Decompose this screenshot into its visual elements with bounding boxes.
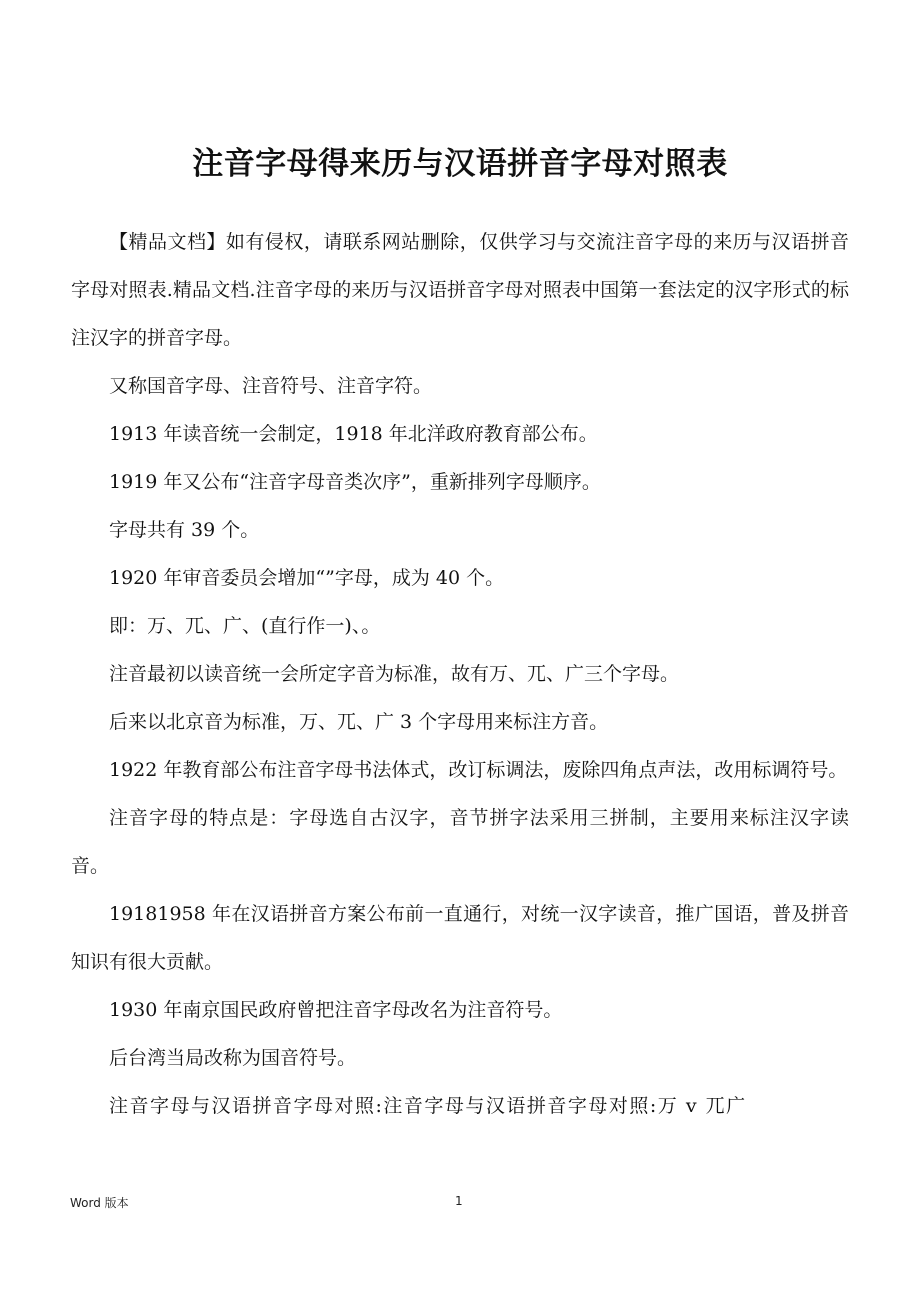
paragraph: 后台湾当局改称为国音符号。 [109,1047,357,1069]
paragraph: 即：万、兀、广、(直行作一)、。 [109,615,381,637]
paragraph: 1913 年读音统一会制定，1918 年北洋政府教育部公布。 [109,423,598,445]
paragraph-intro: 【精品文档】如有侵权，请联系网站删除，仅供学习与交流注音字母的来历与汉语拼音字母对照表.精品文档.注音字母的来历与汉语拼音字母对照表中国第一套法定的汉字形式的标注汉字的拼音字母。 [71,231,849,349]
paragraph: 后来以北京音为标准，万、兀、广 3 个字母用来标注方音。 [109,711,609,733]
paragraph: 19181958 年在汉语拼音方案公布前一直通行，对统一汉字读音，推广国语，普及拼音知识有很大贡献。 [71,903,849,973]
document-body [71,218,849,1130]
paragraph-last: 注音字母与汉语拼音字母对照:注音字母与汉语拼音字母对照:万 v 兀广 [109,1095,747,1117]
paragraph: 1922 年教育部公布注音字母书法体式，改订标调法，废除四角点声法，改用标调符号。 [109,759,848,781]
paragraph: 注音最初以读音统一会所定字音为标准，故有万、兀、广三个字母。 [109,663,680,685]
paragraph: 1920 年审音委员会增加“”字母，成为 40 个。 [109,567,505,589]
footer-label: Word 版本 [70,1196,129,1210]
paragraph: 又称国音字母、注音符号、注音字符。 [109,375,433,397]
paragraph: 1919 年又公布“注音字母音类次序”，重新排列字母顺序。 [109,471,601,493]
page-number: 1 [455,1194,463,1208]
page-title: 注音字母得来历与汉语拼音字母对照表 [192,146,728,182]
paragraph: 注音字母的特点是：字母选自古汉字，音节拼字法采用三拼制，主要用来标注汉字读音。 [71,807,849,877]
paragraph: 1930 年南京国民政府曾把注音字母改名为注音符号。 [109,999,563,1021]
paragraph: 字母共有 39 个。 [109,519,260,541]
